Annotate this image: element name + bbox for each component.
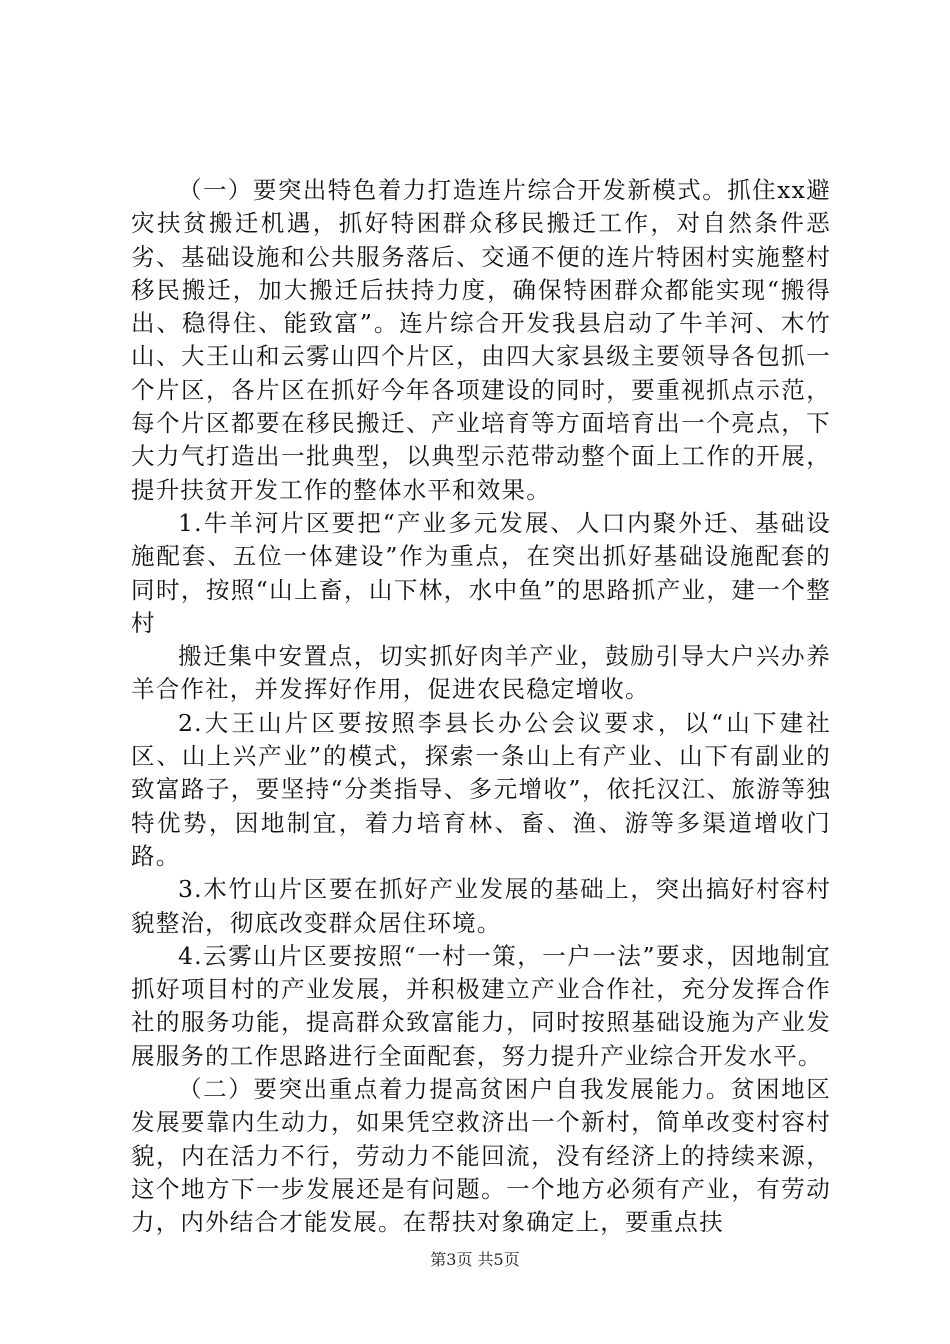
paragraph-section-one: （一）要突出特色着力打造连片综合开发新模式。抓住xx避灾扶贫搬迁机遇，抓好特困群众移民搬迁工作，对自然条件恶劣、基础设施和公共服务落后、交通不便的连片特困村实施整村移民搬迁，加大搬迁后扶持力度，确保特困群众都能实现“搬得出、稳得住、能致富”。连片综合开发我县启动了牛羊河、木竹山、大王山和云雾山四个片区，由四大家县级主要领导各包抓一个片区，各片区在抓好今年各项建设的同时，要重视抓点示范，每个片区都要在移民搬迁、产业培育等方面培育出一个亮点，下大力气打造出一批典型，以典型示范带动整个面上工作的开展，提升扶贫开发工作的整体水平和效果。 [131, 176, 831, 504]
paragraph-item-4: 4.云雾山片区要按照“一村一策，一户一法”要求，因地制宜抓好项目村的产业发展，并积极建立产业合作社，充分发挥合作社的服务功能，提高群众致富能力，同时按照基础设施为产业发展服务的工作思路进行全面配套，努力提升产业综合开发水平。 [131, 941, 831, 1070]
paragraph-section-two: （二）要突出重点着力提高贫困户自我发展能力。贫困地区发展要靠内生动力，如果凭空救济出一个新村，简单改变村容村貌，内在活力不行，劳动力不能回流，没有经济上的持续来源，这个地方下一步发展还是有问题。一个地方必须有产业，有劳动力，内外结合才能发展。在帮扶对象确定上，要重点扶 [131, 1075, 831, 1237]
paragraph-item-1-continued: 搬迁集中安置点，切实抓好肉羊产业，鼓励引导大户兴办养羊合作社，并发挥好作用，促进农民稳定增收。 [131, 642, 831, 704]
document-body [131, 174, 831, 1240]
paragraph-item-3: 3.木竹山片区要在抓好产业发展的基础上，突出搞好村容村貌整治，彻底改变群众居住环境。 [131, 875, 831, 937]
paragraph-item-2: 2.大王山片区要按照李县长办公会议要求，以“山下建社区、山上兴产业”的模式，探索一条山上有产业、山下有副业的致富路子，要坚持“分类指导、多元增收”，依托汉江、旅游等独特优势，因地制宜，着力培育林、畜、渔、游等多渠道增收门路。 [131, 708, 831, 870]
paragraph-item-1: 1.牛羊河片区要把“产业多元发展、人口内聚外迁、基础设施配套、五位一体建设”作为重点，在突出抓好基础设施配套的同时，按照“山上畜，山下林，水中鱼”的思路抓产业，建一个整村 [131, 508, 831, 637]
page-footer: 第3页 共5页 [430, 1250, 520, 1269]
